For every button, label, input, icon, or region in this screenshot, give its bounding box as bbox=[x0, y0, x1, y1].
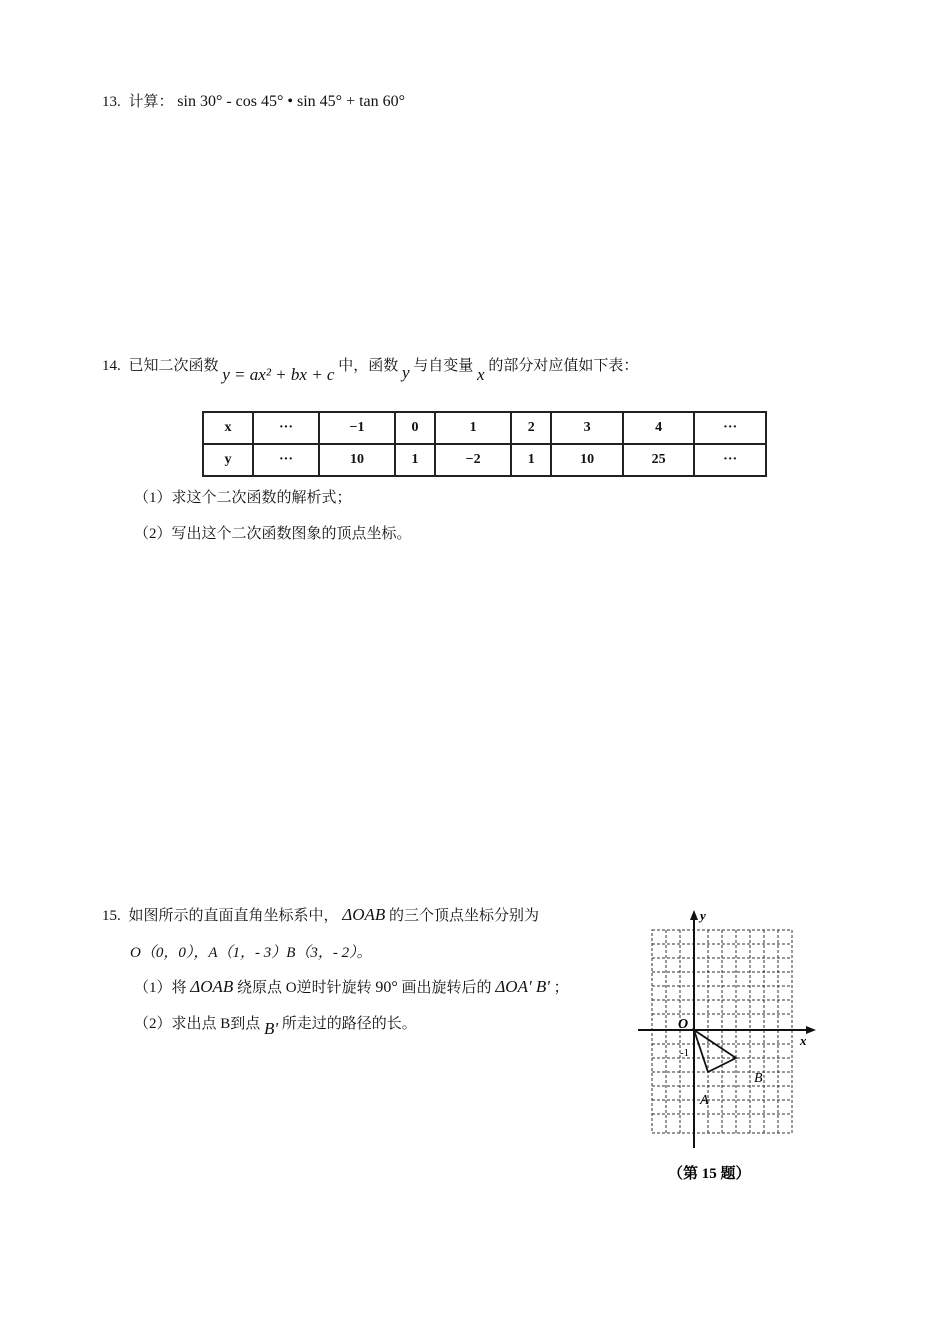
table-cell: 4 bbox=[623, 412, 695, 444]
q13-expression: sin 30° - cos 45° • sin 45° + tan 60° bbox=[177, 93, 406, 110]
triangle-oab bbox=[694, 1030, 736, 1072]
table-row-y bbox=[203, 444, 766, 476]
grid bbox=[652, 930, 792, 1133]
q14-intro-c: 与自变量 bbox=[413, 358, 474, 374]
point-b-label: B bbox=[754, 1071, 763, 1086]
q15-line1-b: 的三个顶点坐标分别为 bbox=[389, 908, 540, 924]
q15-part2 bbox=[134, 1012, 417, 1038]
axis-y-label: y bbox=[700, 908, 706, 923]
table-cell: ··· bbox=[253, 444, 319, 476]
table-cell: 0 bbox=[395, 412, 435, 444]
table-cell: ··· bbox=[694, 444, 766, 476]
q15-part2-c: 所走过的路径的长。 bbox=[281, 1016, 417, 1032]
q15-line1 bbox=[102, 904, 539, 925]
table-cell: 25 bbox=[623, 444, 695, 476]
point-a-label: A bbox=[700, 1093, 709, 1108]
q14-var-y: y bbox=[401, 363, 410, 382]
q15-part1-angle: 90° bbox=[375, 979, 398, 996]
table-row-x bbox=[203, 412, 766, 444]
table-cell: 10 bbox=[319, 444, 395, 476]
q14-var-x: x bbox=[477, 365, 485, 384]
table-header-y: y bbox=[203, 444, 253, 476]
q14-number: 14. bbox=[102, 358, 121, 374]
table-cell: −2 bbox=[435, 444, 511, 476]
table-cell: 1 bbox=[435, 412, 511, 444]
q13-prompt: 计算： bbox=[128, 94, 174, 110]
figure-caption: （第 15 题） bbox=[668, 1166, 751, 1182]
q14-part1: （1）求这个二次函数的解析式； bbox=[134, 490, 352, 506]
table-cell: 10 bbox=[551, 444, 623, 476]
origin-label: O bbox=[678, 1017, 689, 1032]
q14-intro-d: 的部分对应值如下表： bbox=[488, 358, 639, 374]
q15-coordinate-figure bbox=[630, 900, 830, 1190]
table-cell: 1 bbox=[395, 444, 435, 476]
q14-line bbox=[102, 354, 639, 384]
q14-intro-a: 已知二次函数 bbox=[128, 358, 219, 374]
q14-part2: （2）写出这个二次函数图象的顶点坐标。 bbox=[134, 526, 412, 542]
table-cell: −1 bbox=[319, 412, 395, 444]
q13-line bbox=[102, 90, 405, 111]
table-cell: 3 bbox=[551, 412, 623, 444]
table-cell: ··· bbox=[253, 412, 319, 444]
table-cell: 2 bbox=[511, 412, 551, 444]
q14-intro-b: 中，函数 bbox=[338, 358, 399, 374]
axis-x-label: x bbox=[800, 1033, 807, 1048]
q15-part1 bbox=[134, 976, 569, 997]
q15-part1-triangle-rotated: ΔOA' B' bbox=[495, 977, 550, 996]
q14-formula: y = ax² + bx + c bbox=[222, 365, 335, 384]
q15-part2-a: （2）求出点 B到点 bbox=[134, 1016, 261, 1032]
q15-part1-a: （1）将 bbox=[134, 980, 187, 996]
table-cell: ··· bbox=[694, 412, 766, 444]
q15-number: 15. bbox=[102, 908, 121, 924]
q15-triangle: ΔOAB bbox=[342, 905, 386, 924]
q14-value-table bbox=[202, 411, 767, 477]
tick-label: -1 bbox=[680, 1047, 690, 1059]
q15-line1-a: 如图所示的直面直角坐标系中， bbox=[128, 908, 339, 924]
q15-part1-d: ； bbox=[553, 980, 569, 996]
q15-part1-c: 画出旋转后的 bbox=[401, 980, 492, 996]
q13-number: 13. bbox=[102, 94, 121, 110]
table-header-x: x bbox=[203, 412, 253, 444]
axes bbox=[638, 910, 816, 1148]
q15-line2: O（0，0），A（1，- 3）B（3，- 2）。 bbox=[130, 945, 372, 961]
q15-part1-triangle: ΔOAB bbox=[190, 977, 234, 996]
q15-part1-b: 绕原点 O逆时针旋转 bbox=[237, 980, 372, 996]
q15-part2-point: B' bbox=[264, 1019, 279, 1038]
table-cell: 1 bbox=[511, 444, 551, 476]
